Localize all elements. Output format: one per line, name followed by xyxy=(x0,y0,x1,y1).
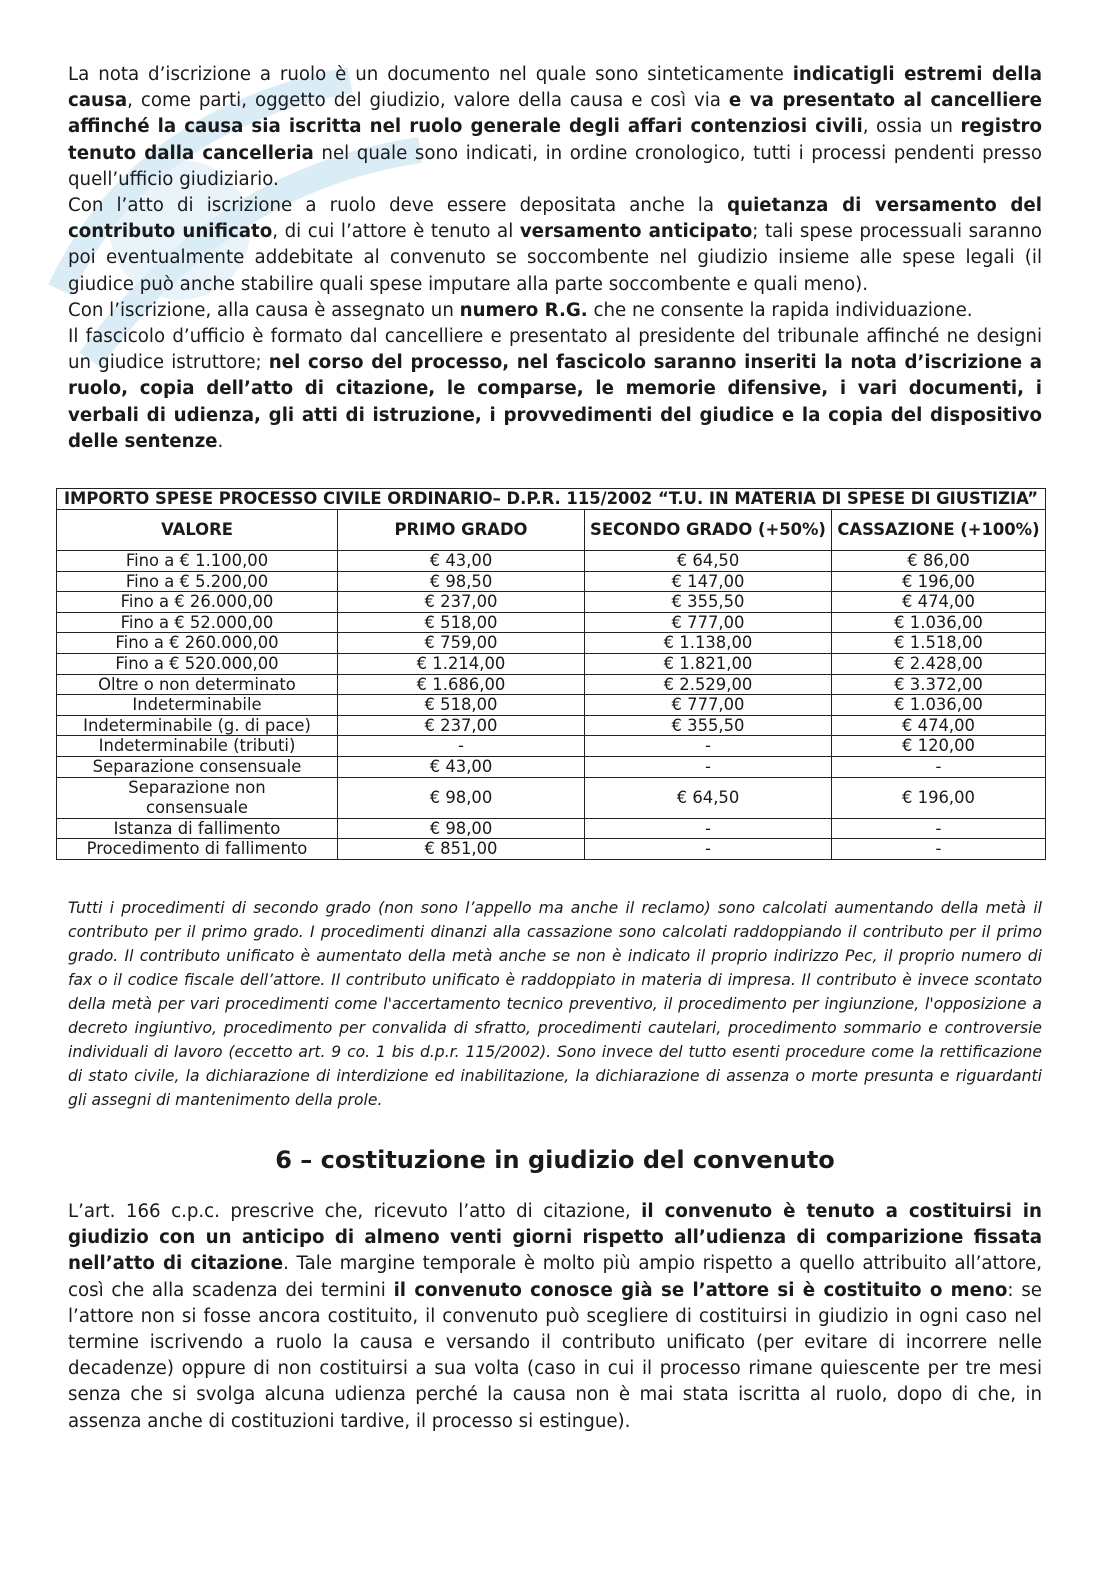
cell-valore: Fino a € 260.000,00 xyxy=(57,633,338,654)
cell-valore: Istanza di fallimento xyxy=(57,818,338,839)
cell-cassazione: € 120,00 xyxy=(832,736,1046,757)
table-row xyxy=(57,777,1046,818)
cell-primo: € 98,00 xyxy=(338,777,585,818)
cell-valore: Fino a € 26.000,00 xyxy=(57,592,338,613)
table-header-row xyxy=(57,510,1046,551)
table-row xyxy=(57,715,1046,736)
top-text xyxy=(68,62,1042,455)
table-row xyxy=(57,736,1046,757)
cell-secondo: - xyxy=(585,839,832,860)
cell-secondo: € 2.529,00 xyxy=(585,674,832,695)
cell-cassazione: - xyxy=(832,756,1046,777)
paragraph-nota-iscrizione: La nota d’iscrizione a ruolo è un documento nel quale sono sinteticamente indicatigli estremi della causa, come parti, oggetto del giudizio, valore della causa e così via e va presentato al cancelliere affinché la causa sia iscritta nel ruolo generale degli affari contenziosi civili, ossia un registro tenuto dalla cancelleria nel quale sono indicati, in ordine cronologico, tutti i processi pendenti presso quell’ufficio giudiziario. xyxy=(68,64,1043,190)
cell-cassazione: € 86,00 xyxy=(832,551,1046,572)
table-row xyxy=(57,653,1046,674)
cell-primo: € 518,00 xyxy=(338,612,585,633)
bottom-text xyxy=(68,1199,1042,1435)
section-title: 6 – costituzione in giudizio del convenuto xyxy=(275,1146,835,1174)
header-cassazione: CASSAZIONE (+100%) xyxy=(832,510,1046,551)
cell-primo: € 1.686,00 xyxy=(338,674,585,695)
cell-valore: Separazione consensuale xyxy=(57,756,338,777)
paragraph-fascicolo: Il fascicolo d’ufficio è formato dal cancelliere e presentato al presidente del tribunale affinché ne designi un giudice istruttore; nel corso del processo, nel fascicolo saranno inseriti la nota d’iscrizione a ruolo, copia dell’atto di citazione, le comparse, le memorie difensive, i vari documenti, i verbali di udienza, gli atti di istruzione, i provvedimenti del giudice e la copia del dispositivo delle sentenze. xyxy=(68,326,1042,452)
fees-table xyxy=(56,488,1046,860)
table-title: IMPORTO SPESE PROCESSO CIVILE ORDINARIO– D.P.R. 115/2002 “T.U. IN MATERIA DI SPESE DI GIUSTIZIA” xyxy=(57,489,1046,510)
cell-primo: € 43,00 xyxy=(338,551,585,572)
cell-valore: Separazione non consensuale xyxy=(57,777,338,818)
cell-secondo: € 777,00 xyxy=(585,612,832,633)
cell-primo: € 43,00 xyxy=(338,756,585,777)
header-primo-grado: PRIMO GRADO xyxy=(338,510,585,551)
cell-primo: € 1.214,00 xyxy=(338,653,585,674)
cell-primo: - xyxy=(338,736,585,757)
cell-secondo: € 64,50 xyxy=(585,551,832,572)
table-row xyxy=(57,551,1046,572)
cell-cassazione: € 474,00 xyxy=(832,592,1046,613)
cell-primo: € 98,00 xyxy=(338,818,585,839)
cell-valore: Indeterminabile (g. di pace) xyxy=(57,715,338,736)
cell-secondo: € 1.821,00 xyxy=(585,653,832,674)
paragraph-numero-rg: Con l’iscrizione, alla causa è assegnato un numero R.G. che ne consente la rapida individuazione. xyxy=(68,299,973,321)
cell-secondo: - xyxy=(585,818,832,839)
cell-valore: Oltre o non determinato xyxy=(57,674,338,695)
cell-secondo: € 355,50 xyxy=(585,592,832,613)
table-row xyxy=(57,592,1046,613)
cell-secondo: € 1.138,00 xyxy=(585,633,832,654)
table-row xyxy=(57,839,1046,860)
cell-cassazione: € 1.036,00 xyxy=(832,612,1046,633)
cell-cassazione: € 196,00 xyxy=(832,571,1046,592)
cell-primo: € 237,00 xyxy=(338,715,585,736)
cell-valore: Fino a € 1.100,00 xyxy=(57,551,338,572)
cell-secondo: - xyxy=(585,756,832,777)
table-note: Tutti i procedimenti di secondo grado (non sono l’appello ma anche il reclamo) sono calcolati aumentando della metà il contributo per il primo grado. I procedimenti dinanzi alla cassazione sono calcolati raddoppiando il contributo per il primo grado. Il contributo unificato è aumentato della metà anche se non è indicato il proprio indirizzo Pec, il proprio numero di fax o il codice fiscale dell’attore. Il contributo unificato è raddoppiato in materia di impresa. Il contributo è invece scontato della metà per vari procedimenti come l'accertamento tecnico preventivo, il procedimento per ingiunzione, l'opposizione a decreto ingiuntivo, procedimento per convalida di sfratto, procedimenti cautelari, procedimento sommario e controversie individuali di lavoro (eccetto art. 9 co. 1 bis d.p.r. 115/2002). Sono invece del tutto esenti procedure come la rettificazione di stato civile, la dichiarazione di interdizione ed inabilitazione, la dichiarazione di assenza o morte presunta e riguardanti gli assegni di mantenimento della prole. xyxy=(68,899,1042,1109)
table-row xyxy=(57,612,1046,633)
cell-valore: Indeterminabile xyxy=(57,695,338,716)
table-row xyxy=(57,818,1046,839)
cell-cassazione: € 1.036,00 xyxy=(832,695,1046,716)
cell-cassazione: € 474,00 xyxy=(832,715,1046,736)
cell-cassazione: € 3.372,00 xyxy=(832,674,1046,695)
table-row xyxy=(57,571,1046,592)
paragraph-contributo: Con l’atto di iscrizione a ruolo deve essere depositata anche la quietanza di versamento del contributo unificato, di cui l’attore è tenuto al versamento anticipato; tali spese processuali saranno poi eventualmente addebitate al convenuto se soccombente nel giudizio insieme alle spese legali (il giudice può anche stabilire quali spese imputare alla parte soccombente e quali meno). xyxy=(68,195,1042,295)
cell-cassazione: - xyxy=(832,818,1046,839)
cell-secondo: € 355,50 xyxy=(585,715,832,736)
cell-valore: Fino a € 520.000,00 xyxy=(57,653,338,674)
cell-primo: € 851,00 xyxy=(338,839,585,860)
cell-valore: Indeterminabile (tributi) xyxy=(57,736,338,757)
cell-secondo: - xyxy=(585,736,832,757)
table-row xyxy=(57,633,1046,654)
header-valore: VALORE xyxy=(57,510,338,551)
cell-primo: € 237,00 xyxy=(338,592,585,613)
cell-cassazione: - xyxy=(832,839,1046,860)
cell-secondo: € 777,00 xyxy=(585,695,832,716)
cell-primo: € 759,00 xyxy=(338,633,585,654)
cell-secondo: € 64,50 xyxy=(585,777,832,818)
cell-cassazione: € 1.518,00 xyxy=(832,633,1046,654)
cell-primo: € 518,00 xyxy=(338,695,585,716)
header-secondo-grado: SECONDO GRADO (+50%) xyxy=(585,510,832,551)
cell-cassazione: € 2.428,00 xyxy=(832,653,1046,674)
table-row xyxy=(57,695,1046,716)
cell-valore: Fino a € 5.200,00 xyxy=(57,571,338,592)
table-row xyxy=(57,756,1046,777)
cell-valore: Fino a € 52.000,00 xyxy=(57,612,338,633)
cell-secondo: € 147,00 xyxy=(585,571,832,592)
table-row xyxy=(57,674,1046,695)
paragraph-costituzione: L’art. 166 c.p.c. prescrive che, ricevuto l’atto di citazione, il convenuto è tenuto a costituirsi in giudizio con un anticipo di almeno venti giorni rispetto all’udienza di comparizione fissata nell’atto di citazione. Tale margine temporale è molto più ampio rispetto a quello attribuito all’attore, così che alla scadenza dei termini il convenuto conosce già se l’attore si è costituito o meno: se l’attore non si fosse ancora costituito, il convenuto può scegliere di costituirsi in giudizio in ogni caso nel termine iscrivendo a ruolo la causa e versando il contributo unificato (per evitare di incorrere nelle decadenze) oppure di non costituirsi a sua volta (caso in cui il processo rimane quiescente per tre mesi senza che si svolga alcuna udienza perché la causa non è mai stata iscritta al ruolo, dopo di che, in assenza anche di costituzioni tardive, il processo si estingue). xyxy=(68,1201,1042,1432)
cell-primo: € 98,50 xyxy=(338,571,585,592)
cell-cassazione: € 196,00 xyxy=(832,777,1046,818)
cell-valore: Procedimento di fallimento xyxy=(57,839,338,860)
